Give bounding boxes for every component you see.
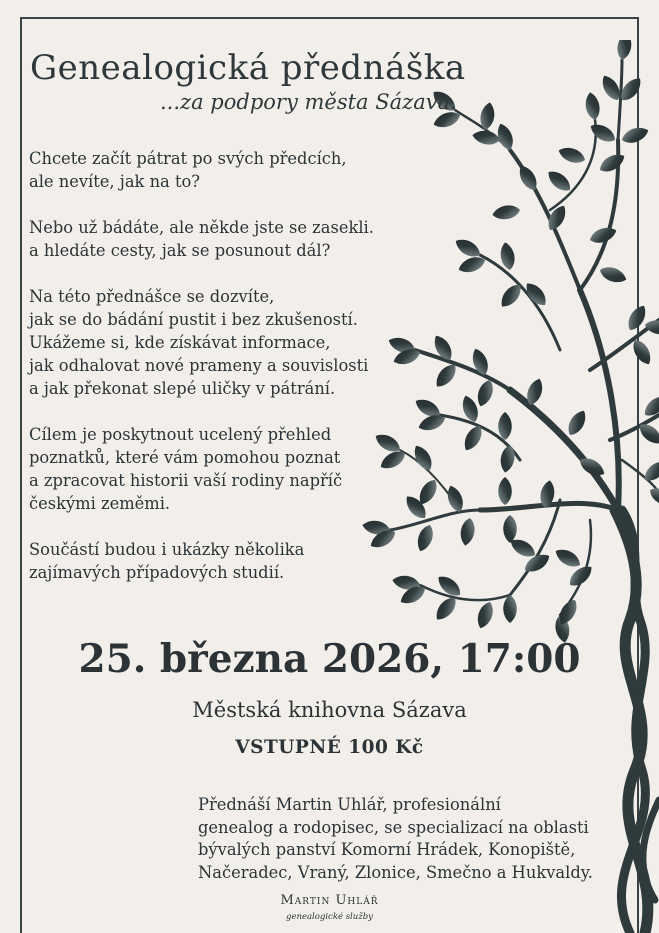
intro-paragraph: Chcete začít pátrat po svých předcích, ale nevíte, jak na to? (29, 149, 347, 191)
poster-subtitle: ...za podpory města Sázava. (160, 90, 457, 114)
intro-paragraph: Součástí budou i ukázky několika zajímavých případových studií. (29, 540, 305, 582)
admission-fee: VSTUPNÉ 100 Kč (235, 737, 424, 758)
intro-paragraph: Na této přednášce se dozvíte, jak se do bádání pustit i bez zkušeností. Ukážeme si, kde získávat informace, jak odhalovat nové prameny a souvislosti a jak překonat slepé uličky v pátrání. (29, 287, 369, 398)
lecturer-info: Přednáší Martin Uhlář, profesionální genealog a rodopisec, se specializací na oblasti bývalých panství Komorní Hrádek, Konopiště, Načeradec, Vraný, Zlonice, Smečno a Hukvaldy. (198, 795, 593, 882)
intro-paragraph: Nebo už bádáte, ale někde jste se zasekli. a hledáte cesty, jak se posunout dál? (29, 218, 374, 260)
event-date: 25. března 2026, 17:00 (78, 636, 581, 682)
intro-paragraph: Cílem je poskytnout ucelený přehled poznatků, které vám pomohou poznat a zpracovat historii vaší rodiny napříč českými zeměmi. (29, 425, 343, 513)
event-venue: Městská knihovna Sázava (192, 698, 467, 722)
intro-text (29, 147, 389, 607)
signature-name: Martin Uhlář (280, 893, 379, 908)
signature-subtitle: genealogické služby (286, 912, 373, 922)
poster-title: Genealogická přednáška (30, 48, 466, 88)
